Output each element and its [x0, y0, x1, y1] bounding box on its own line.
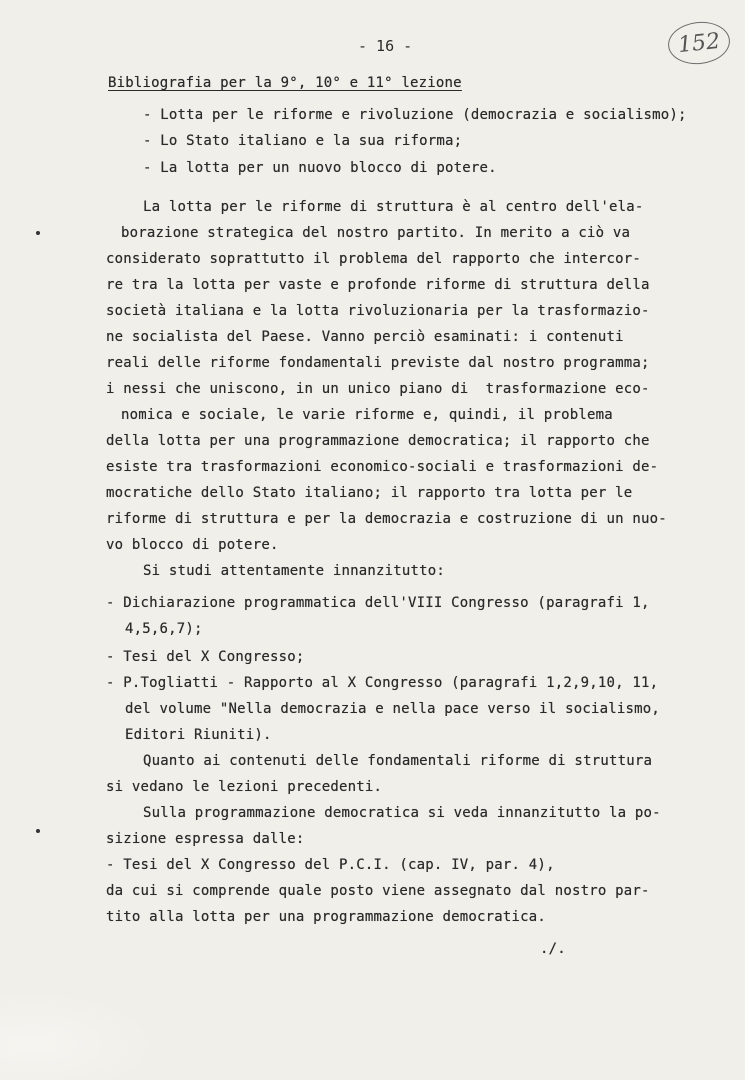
- paragraph-line: mocratiche dello Stato italiano; il rapporto tra lotta per le: [106, 485, 633, 501]
- paragraph-line: i nessi che uniscono, in un unico piano di trasformazione eco-: [106, 381, 650, 397]
- paragraph-line: della lotta per una programmazione democratica; il rapporto che: [106, 433, 650, 449]
- paragraph-line: società italiana e la lotta rivoluzionaria per la trasformazio-: [106, 303, 650, 319]
- topic-item: - Lo Stato italiano e la sua riforma;: [143, 133, 463, 149]
- reference-item: - Tesi del X Congresso;: [106, 649, 305, 665]
- paragraph-line: da cui si comprende quale posto viene assegnato dal nostro par-: [106, 883, 650, 899]
- margin-dot: [36, 829, 40, 833]
- topic-item: - Lotta per le riforme e rivoluzione (democrazia e socialismo);: [143, 107, 687, 123]
- archive-stamp: 152: [666, 19, 732, 67]
- paragraph-line: Sulla programmazione democratica si veda innanzitutto la po-: [143, 805, 661, 821]
- continuation-mark: ./.: [540, 941, 566, 957]
- study-intro: Si studi attentamente innanzitutto:: [143, 563, 446, 579]
- paragraph-line: sizione espressa dalle:: [106, 831, 305, 847]
- paragraph-line: riforme di struttura e per la democrazia e costruzione di un nuo-: [106, 511, 667, 527]
- paragraph-line: vo blocco di potere.: [106, 537, 279, 553]
- paragraph-line: Quanto ai contenuti delle fondamentali riforme di struttura: [143, 753, 653, 769]
- paragraph-line: La lotta per le riforme di struttura è al centro dell'ela-: [143, 199, 644, 215]
- paragraph-line: considerato soprattutto il problema del rapporto che intercor-: [106, 251, 641, 267]
- paragraph-line: re tra la lotta per vaste e profonde riforme di struttura della: [106, 277, 650, 293]
- bibliography-heading: Bibliografia per la 9°, 10° e 11° lezione: [108, 75, 462, 91]
- reference-item: - Dichiarazione programmatica dell'VIII Congresso (paragrafi 1,: [106, 595, 650, 611]
- reference-item: 4,5,6,7);: [125, 621, 203, 637]
- paragraph-line: ne socialista del Paese. Vanno perciò esaminati: i contenuti: [106, 329, 624, 345]
- topic-item: - La lotta per un nuovo blocco di potere.: [143, 160, 497, 176]
- page-number: - 16 -: [358, 37, 413, 55]
- paragraph-line: - Tesi del X Congresso del P.C.I. (cap. IV, par. 4),: [106, 857, 555, 873]
- paragraph-line: nomica e sociale, le varie riforme e, quindi, il problema: [121, 407, 613, 423]
- paragraph-line: esiste tra trasformazioni economico-sociali e trasformazioni de-: [106, 459, 659, 475]
- reference-item: Editori Riuniti).: [125, 727, 272, 743]
- paragraph-line: tito alla lotta per una programmazione democratica.: [106, 909, 547, 925]
- reference-item: - P.Togliatti - Rapporto al X Congresso (paragrafi 1,2,9,10, 11,: [106, 675, 659, 691]
- reference-item: del volume "Nella democrazia e nella pace verso il socialismo,: [125, 701, 660, 717]
- paper-smudge: [0, 990, 160, 1080]
- paragraph-line: borazione strategica del nostro partito. In merito a ciò va: [121, 225, 631, 241]
- paragraph-line: si vedano le lezioni precedenti.: [106, 779, 383, 795]
- margin-dot: [36, 231, 40, 235]
- paragraph-line: reali delle riforme fondamentali previste dal nostro programma;: [106, 355, 650, 371]
